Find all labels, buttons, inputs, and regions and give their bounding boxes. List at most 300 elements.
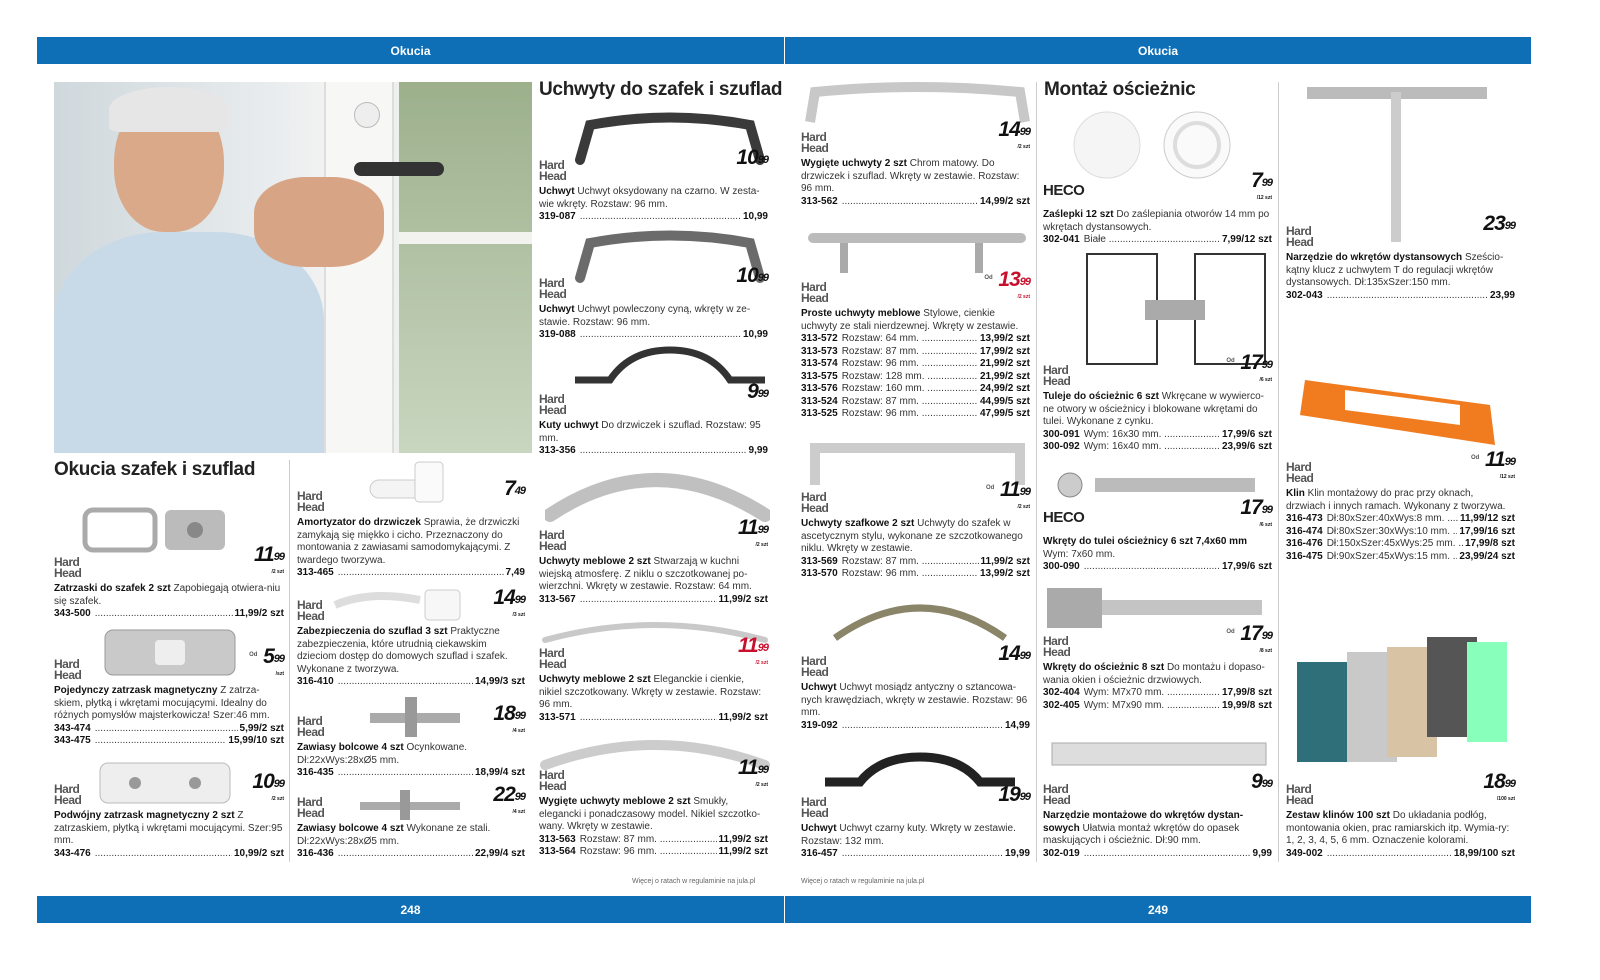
brand-logo-hardhead [297,716,525,738]
sku-row [539,211,768,224]
product-card [801,118,1030,208]
sku-row [1286,513,1515,526]
product-description [54,810,284,848]
sku-row [297,676,525,689]
brand-logo-hardhead [801,492,1030,514]
brand-line: Hard [801,654,827,668]
brand-logo-hardhead [539,770,768,792]
product-card [801,642,1030,732]
price-cents: 99 [1504,456,1515,468]
price-main: 11 [737,756,758,779]
sku-price: 7,49 [505,567,525,578]
brand-line: Head [801,665,829,679]
product-card [54,770,284,860]
brand-logo-hardhead [1286,784,1515,806]
product-title: Wygięte uchwyty 2 szt [801,158,907,169]
sku-row [54,723,284,736]
price-main: 18 [493,702,515,725]
sku-price: 13,99/2 szt [979,568,1030,579]
sku-desc: Rozstaw: 96 mm. ..... [842,568,978,581]
sku-code: 300-090 [1043,561,1080,572]
product-title: Zatrzaski do szafek 2 szt [54,583,171,594]
brand-logo-hardhead [297,491,525,513]
price-main: 7 [504,477,515,500]
brand-line: Head [54,793,82,807]
price-tag [737,634,768,666]
price-cents: 99 [757,642,768,654]
price-tag [1240,496,1272,528]
sku-row [539,594,768,607]
brand-logo-hardhead [539,394,768,416]
price-tag [493,702,525,734]
product-description [539,556,768,594]
price-main: 19 [998,783,1020,806]
product-card [1286,212,1515,302]
product-title: Tuleje do ościeżnic 6 szt [1043,391,1159,402]
price-tag [737,756,768,788]
price-tag [1251,169,1272,201]
sku-code: 302-405 [1043,699,1080,711]
handle-image [805,82,1030,132]
sku-row [801,720,1030,733]
sku-row [1043,429,1272,442]
sku-desc [95,848,232,861]
product-text: Z zatrzaskiem, płytką i wkrętami mocującymi. Szer:95 mm. [54,810,283,846]
sku-code: 316-435 [297,767,334,778]
t-key-image [1305,82,1490,247]
sku-code: 313-563 [539,833,576,845]
price-main: 5 [263,645,274,668]
product-text: Sprawia, że drzwiczki zamykają się miękko i cicho. Przeznaczony do montowania z zawiasami samodomykającymi. Z twardego tworzywa. [297,517,520,566]
price-main: 17 [1240,351,1262,374]
product-text: Uchwyt czarny kuty. Wkręty w zestawie. Rozstaw: 132 mm. [801,823,1016,847]
sku-code: 343-474 [54,722,91,734]
brand-logo-hardhead [801,656,1030,678]
brand-logo-hardhead [297,600,525,622]
handle-image [545,465,770,525]
product-description [539,304,768,329]
divider [289,460,290,862]
brand-line: Hard [1286,782,1312,796]
sku-price: 7,99/12 szt [1221,234,1272,245]
price-tag [998,642,1030,665]
product-text: Do montażu i dopaso-wania okien i ościeżnic drzwiowych. [1043,662,1265,686]
sku-row [801,848,1030,861]
price-tag [998,783,1030,806]
brand-logo-hardhead [54,557,284,579]
price-cents: 99 [757,388,768,400]
product-description [297,823,525,848]
brand-line: Hard [539,528,565,542]
sku-desc [580,445,747,458]
sku-row [801,568,1030,581]
product-description [1043,209,1272,234]
price-tag [1226,351,1272,383]
sku-price: 14,99/3 szt [474,676,525,687]
sku-code: 319-087 [539,211,576,222]
price-cents: 99 [1261,177,1272,189]
price-main: 9 [1251,770,1262,793]
sku-row [539,445,768,458]
bar-handle-image [805,228,1030,278]
price-unit: /8 szt [1259,648,1272,654]
price-cents: 99 [757,524,768,536]
price-unit: /2 szt [271,569,284,575]
sku-row [801,346,1030,359]
product-description [539,674,768,712]
brand-line: Hard [1043,363,1069,377]
price-main: 17 [1240,496,1262,519]
price-main: 10 [736,146,758,169]
sku-desc: Rozstaw: 87 mm. ..... [842,396,978,409]
sku-row [539,834,768,847]
product-text: Klin montażowy do prac przy oknach, drzwiach i innych ramach. Wykonany z tworzywa. [1286,488,1506,512]
price-tag [1251,770,1272,793]
sku-row [54,735,284,748]
footer-note: Więcej o ratach w regulaminie na jula.pl [801,878,925,885]
product-card [539,516,768,606]
sku-row [1043,848,1272,861]
sku-desc: Białe ..... [1084,234,1220,247]
product-description [1286,810,1515,848]
price-unit: /100 szt [1496,796,1515,802]
sku-desc: Rozstaw: 160 mm. ..... [842,383,978,396]
sku-desc [95,723,238,736]
product-description [801,158,1030,196]
price-tag [504,477,525,500]
sku-price: 17,99/8 szt [1464,538,1515,549]
screw-image [1045,585,1270,630]
sku-code: 313-573 [801,345,838,357]
sku-desc: Dł:150xSzer:45xWys:25 mm. ..... [1327,538,1463,551]
price-cents: 99 [1019,486,1030,498]
product-text: Wkręcane w wywierco-ne otwory w ościeżnicy i blokowane wkrętami do tulei. Wykonane z cynku. [1043,391,1264,427]
brand-line: Hard [539,768,565,782]
sku-row [539,846,768,859]
sku-code: 300-092 [1043,441,1080,452]
sku-desc: Rozstaw: 64 mm. ..... [842,333,978,346]
sku-row [801,333,1030,346]
sku-code: 313-575 [801,370,838,382]
brand-logo-hardhead [54,784,284,806]
sku-code: 302-019 [1043,847,1080,859]
sku-row [1286,538,1515,551]
sku-price: 17,99/2 szt [979,345,1030,357]
brand-line: Hard [297,598,323,612]
sku-price: 23,99 [1489,289,1515,301]
product-text: Sześcio-kątny klucz z uchwytem T do regulacji wkrętów dystansowych. Dł:135xSzer:150 mm. [1286,252,1504,288]
sku-code: 319-088 [539,329,576,340]
divider [1278,82,1279,862]
sku-code: 313-356 [539,445,576,456]
sku-desc: Rozstaw: 87 mm. ..... [842,346,978,359]
price-unit: /3 szt [512,612,525,618]
sku-code: 313-525 [801,408,838,419]
brand-line: Head [54,668,82,682]
price-cents: 99 [1261,504,1272,516]
price-unit: /szt [275,671,284,677]
product-title: Uchwyt [539,186,575,197]
brand-logo-hardhead [539,648,768,670]
price-main: 10 [252,770,274,793]
product-description [801,308,1030,333]
sku-row [1043,687,1272,700]
handle-image [820,752,1020,802]
price-unit: /2 szt [755,660,768,666]
sku-desc [1327,848,1452,861]
sku-code: 302-043 [1286,289,1323,301]
sku-price: 18,99/4 szt [474,767,525,778]
footer-bar-right [785,896,1531,923]
sku-row [1043,441,1272,454]
brand-line: Hard [1043,634,1069,648]
sku-row [54,608,284,621]
price-cents: 99 [1261,630,1272,642]
sku-price: 18,99/100 szt [1453,847,1515,859]
sku-code: 316-436 [297,848,334,859]
brand-line: Hard [539,158,565,172]
header-bar-left [37,37,784,64]
sku-desc: Wym: M7x90 mm. ..... [1084,700,1220,713]
sku-row [297,567,525,580]
sku-price: 11,99/2 szt [718,833,768,845]
product-title: Narzędzie do wkrętów dystansowych [1286,252,1463,263]
brand-line: Head [297,609,325,623]
sku-price: 24,99/2 szt [979,383,1030,394]
product-text: Stwarzają w kuchni wiejską atmosferę. Z niklu o szczotkowanej po-wierzchni. Wkręty w zestawie. Rozstaw: 64 mm. [539,556,752,592]
product-text: Wym: 7x60 mm. [1043,548,1116,560]
price-cents: 99 [757,272,768,284]
product-card [297,702,525,780]
sku-row [1286,526,1515,539]
brand-line: Head [1043,374,1071,388]
brand-line: Hard [54,657,80,671]
sku-code: 313-570 [801,568,838,579]
sku-desc: Rozstaw: 128 mm. ..... [842,371,978,384]
price-unit: /12 szt [1499,474,1515,480]
sku-desc: Wym: 16x40 mm. ..... [1084,441,1220,454]
brand-line: Head [1286,235,1314,249]
price-tag [1483,770,1515,802]
sku-code: 313-572 [801,333,838,344]
brand-logo-hardhead [54,659,284,681]
sku-row [801,556,1030,569]
product-card [801,783,1030,861]
sku-desc [842,196,978,209]
sleeve-diagram [1085,252,1270,367]
footer-bar-left [37,896,784,923]
product-text: Zapobiegają otwiera-niu się szafek. [54,583,281,607]
price-unit: /2 szt [1017,504,1030,510]
page-number: 249 [1147,902,1169,917]
product-card [1043,496,1272,574]
section-title-okucia: Okucia szafek i szuflad [54,459,256,480]
price-tag [253,543,284,575]
sku-desc [1327,290,1488,303]
brand-line: Hard [1043,782,1069,796]
sku-price: 17,99/6 szt [1221,561,1272,572]
sku-price: 23,99/6 szt [1221,441,1272,452]
cap-image [1072,110,1232,180]
brand-line: Head [801,806,829,820]
product-text: Wykonane ze stali. Dł:22xWys:28xØ5 mm. [297,823,491,847]
sku-price: 21,99/2 szt [979,358,1030,369]
product-title: Zawiasy bolcowe 4 szt [297,823,404,834]
sku-price: 11,99/2 szt [718,711,768,723]
product-title: Proste uchwyty meblowe [801,308,921,319]
sku-desc [338,848,473,861]
price-from: Od [1226,629,1235,635]
product-description [297,517,525,567]
sku-price: 21,99/2 szt [979,370,1030,382]
price-cents: 99 [514,710,525,722]
sku-row [297,767,525,780]
product-text: Smukły, elegancki i ponadczasowy model. Nikiel szczotko-wany. Wkręty w zestawie. [539,796,761,832]
product-title: Zabezpieczenia do szuflad 3 szt [297,626,448,637]
sku-desc [842,720,1003,733]
price-tag [1470,448,1515,480]
product-card [297,586,525,689]
product-title: Klin [1286,488,1305,499]
brand-line: Hard [1286,460,1312,474]
sku-desc [842,848,1003,861]
page-number: 248 [400,902,421,917]
sku-desc: Rozstaw: 96 mm. ..... [842,358,978,371]
brand-line: Hard [801,490,827,504]
brand-line: Head [801,291,829,305]
brand-line: Hard [539,646,565,660]
sku-desc: Wym: 16x30 mm. ..... [1084,429,1220,442]
sku-desc: Rozstaw: 87 mm. ..... [580,834,717,847]
sku-desc [95,608,233,621]
sku-desc [95,735,227,748]
sku-desc: Wym: M7x70 mm. ..... [1084,687,1220,700]
wedge-set-image [1287,632,1517,782]
price-cents: 99 [1019,650,1030,662]
brand-line: Head [1286,471,1314,485]
product-text: Uchwyt oksydowany na czarno. W zesta-wie wkręty. Rozstaw: 96 mm. [539,186,760,210]
product-description [801,518,1030,556]
price-tag [985,478,1030,510]
price-unit: /4 szt [512,728,525,734]
sku-code: 313-571 [539,711,576,723]
price-unit: /6 szt [1259,377,1272,383]
sku-desc: Dł:90xSzer:45xWys:15 mm. ..... [1327,551,1458,564]
section-title-uchwyty: Uchwyty do szafek i szuflad [539,79,783,100]
product-card [801,478,1030,581]
price-cents: 99 [1504,778,1515,790]
product-title: Zawiasy bolcowe 4 szt [297,742,404,753]
product-description [54,583,284,608]
price-cents: 99 [1019,276,1030,288]
price-unit: /6 szt [1259,522,1272,528]
sku-price: 14,99 [1004,719,1030,731]
header-title: Okucia [390,43,431,58]
product-card [1043,351,1272,454]
product-title: Zaślepki 12 szt [1043,209,1114,220]
price-from: Od [1226,358,1235,364]
sku-row [1043,561,1272,574]
sku-desc [338,676,473,689]
product-card [1286,770,1515,860]
handle-image [540,730,770,770]
sku-desc [1084,561,1220,574]
brand-line: Head [539,287,567,301]
brand-logo-hardhead [801,132,1030,154]
sku-code: 316-410 [297,676,334,687]
sku-desc [338,767,473,780]
sku-code: 316-475 [1286,550,1323,562]
sku-price: 13,99/2 szt [979,333,1030,344]
price-tag [493,586,525,618]
price-main: 14 [998,118,1020,141]
sku-code: 316-473 [1286,513,1323,524]
price-cents: 99 [273,551,284,563]
handle-image [540,610,770,645]
product-text: Stylowe, cienkie uchwyty ze stali nierdzewnej. Wkręty w zestawie. [801,308,1019,332]
latch-image [80,500,240,560]
sku-row [539,329,768,342]
sku-code: 302-041 [1043,234,1080,245]
brand-logo-hardhead [801,797,1030,819]
price-unit: /2 szt [755,542,768,548]
sku-code: 343-500 [54,608,91,619]
price-unit: /12 szt [1256,195,1272,201]
product-card [539,146,768,224]
product-title: Wygięte uchwyty meblowe 2 szt [539,796,691,807]
sku-code: 343-475 [54,735,91,746]
sku-price: 19,99 [1004,848,1030,859]
brand-line: Head [1286,793,1314,807]
wedge-image [1295,345,1505,455]
sku-row [1286,551,1515,564]
sku-price: 15,99/10 szt [228,735,284,746]
brand-line: Hard [801,130,827,144]
price-cents: 99 [757,154,768,166]
sku-price: 5,99/2 szt [239,722,284,734]
brand-logo-hardhead [1286,462,1515,484]
sku-desc: Rozstaw: 96 mm. ..... [580,846,717,859]
sku-price: 44,99/5 szt [979,395,1030,407]
sku-row [297,848,525,861]
product-card [1043,622,1272,712]
product-card [801,268,1030,421]
product-card [539,380,768,458]
product-card [1043,770,1272,860]
product-card [539,264,768,342]
sku-price: 19,99/8 szt [1221,699,1272,711]
product-title: Uchwyt [801,823,837,834]
brand-line: Head [297,806,325,820]
product-text: Praktyczne zabezpieczenia, które utrudnią ciekawskim dzieciom dostęp do domowych szuflad i szafek. Wykonane z tworzywa. [297,626,508,675]
sku-desc [580,211,741,224]
price-tag [736,264,768,287]
sku-row [1043,234,1272,247]
brand-logo-hardhead [297,797,525,819]
product-text: Ocynkowane. Dł:22xWys:28xØ5 mm. [297,742,468,766]
sku-code: 316-476 [1286,538,1323,549]
brand-line: Head [1043,793,1071,807]
sku-desc: Dł:80xSzer:30xWys:10 mm. ..... [1327,526,1458,539]
sku-desc: Rozstaw: 87 mm. ..... [842,556,979,569]
price-from: Od [249,652,258,658]
product-title: Narzędzie montażowe do wkrętów dystan-sowych [1043,810,1244,834]
sku-code: 349-002 [1286,847,1323,859]
sku-price: 11,99/2 szt [980,555,1030,567]
product-text: Chrom matowy. Do drzwiczek i szuflad. Wkręty w zestawie. Rozstaw: 96 mm. [801,158,1020,194]
product-description [1043,662,1272,687]
header-bar-right [785,37,1531,64]
